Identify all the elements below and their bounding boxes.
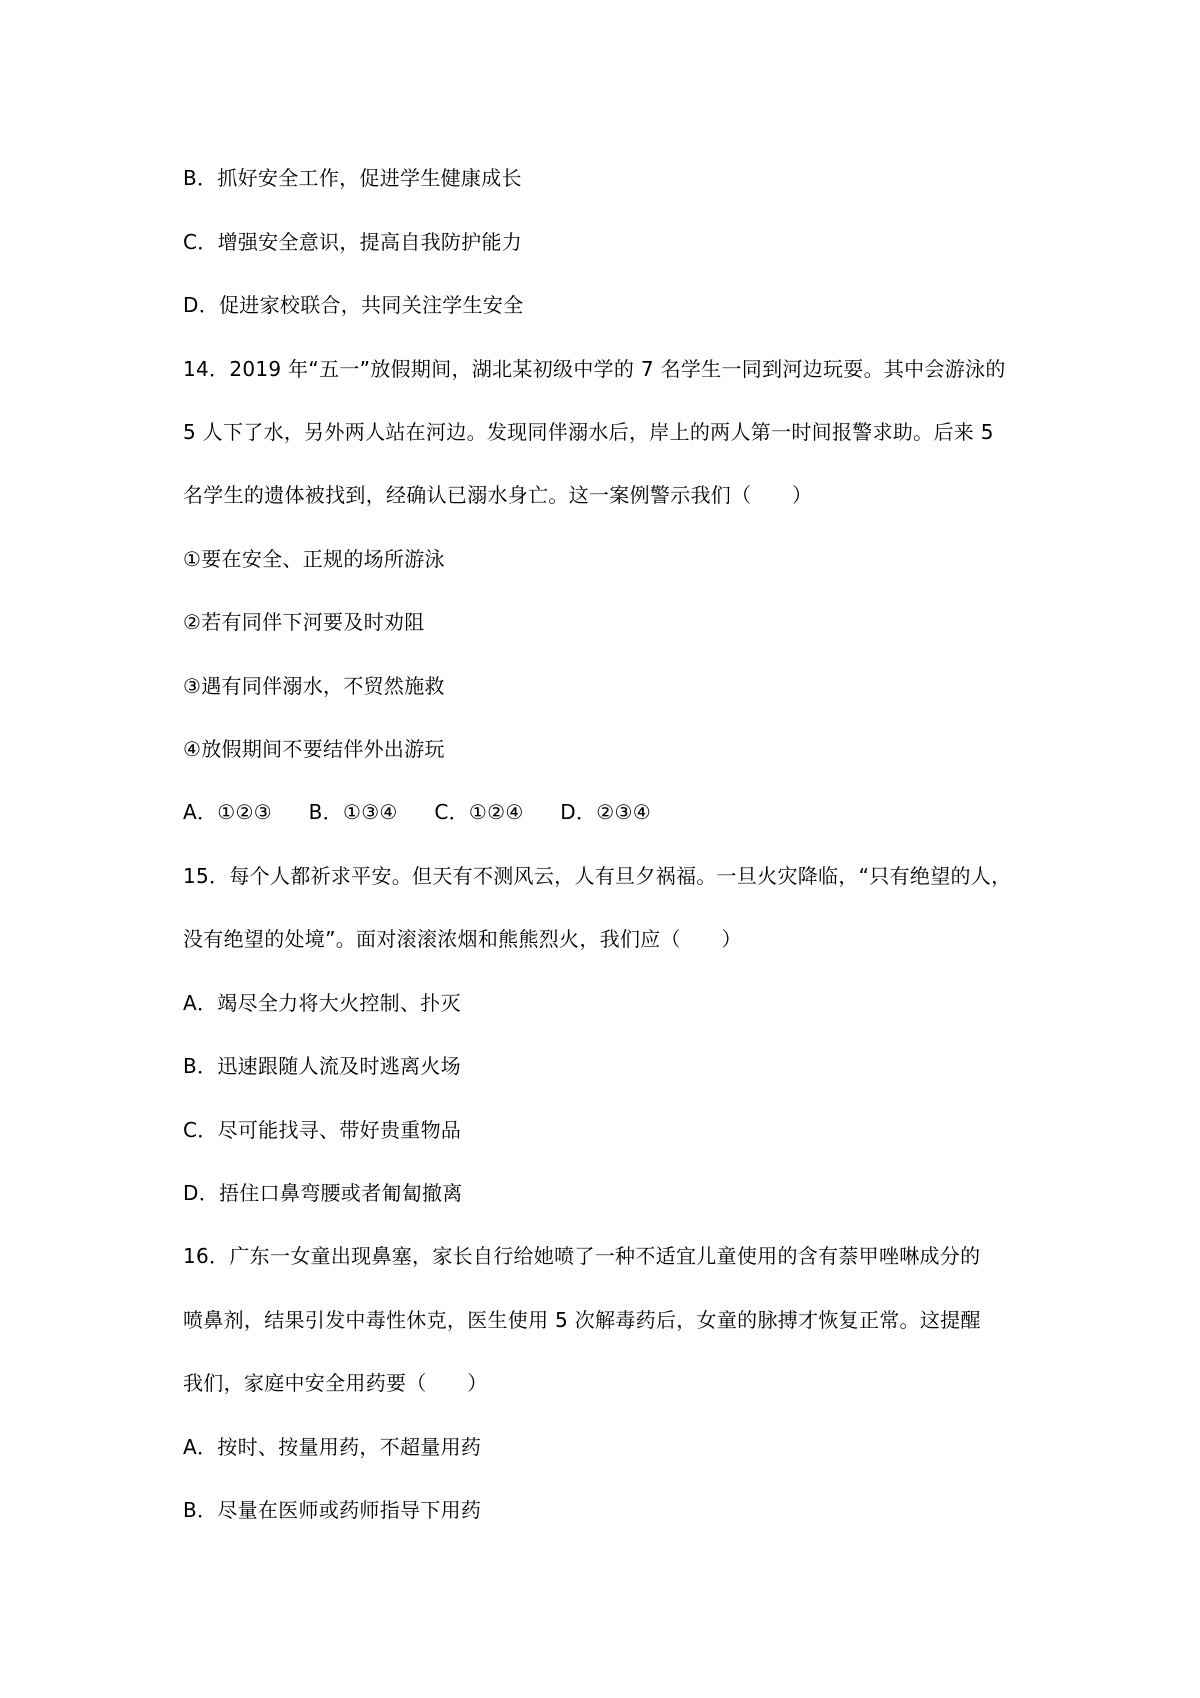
q14-option-b: B．①③④ <box>308 800 398 824</box>
q13-option-d: D．促进家校联合，共同关注学生安全 <box>183 293 524 317</box>
q14-statement-2: ②若有同伴下河要及时劝阻 <box>183 610 425 634</box>
q15-option-d: D．捂住口鼻弯腰或者匍匐撤离 <box>183 1181 463 1205</box>
q14-stem-line-1: 14．2019 年“五一”放假期间，湖北某初级中学的 7 名学生一同到河边玩耍。其中会游泳的 <box>183 357 1006 381</box>
q14-statement-4: ④放假期间不要结伴外出游玩 <box>183 737 445 761</box>
q14-stem-line-3: 名学生的遗体被找到，经确认已溺水身亡。这一案例警示我们（ ） <box>183 483 813 507</box>
q16-stem-line-1: 16．广东一女童出现鼻塞，家长自行给她喷了一种不适宜儿童使用的含有萘甲唑啉成分的 <box>183 1244 981 1268</box>
q14-option-a: A．①②③ <box>183 800 272 824</box>
q15-stem-line-1: 15．每个人都祈求平安。但天有不测风云，人有旦夕祸福。一旦火灾降临，“只有绝望的人， <box>183 864 1012 888</box>
q14-stem-line-2: 5 人下了水，另外两人站在河边。发现同伴溺水后，岸上的两人第一时间报警求助。后来 5 <box>183 420 994 444</box>
q14-option-d: D．②③④ <box>560 800 651 824</box>
q16-stem-line-3: 我们，家庭中安全用药要（ ） <box>183 1371 488 1395</box>
q16-stem-line-2: 喷鼻剂，结果引发中毒性休克，医生使用 5 次解毒药后，女童的脉搏才恢复正常。这提醒 <box>183 1308 981 1332</box>
q14-statement-3: ③遇有同伴溺水，不贸然施救 <box>183 674 445 698</box>
q15-option-a: A．竭尽全力将大火控制、扑灭 <box>183 991 461 1015</box>
q15-stem-line-2: 没有绝望的处境”。面对滚滚浓烟和熊熊烈火，我们应（ ） <box>183 927 742 951</box>
q15-option-b: B．迅速跟随人流及时逃离火场 <box>183 1054 461 1078</box>
q14-statement-1: ①要在安全、正规的场所游泳 <box>183 547 445 571</box>
q13-option-c: C．增强安全意识，提高自我防护能力 <box>183 230 523 254</box>
q14-option-c: C．①②④ <box>434 800 524 824</box>
q16-option-a: A．按时、按量用药，不超量用药 <box>183 1435 482 1459</box>
q15-option-c: C．尽可能找寻、带好贵重物品 <box>183 1118 462 1142</box>
q14-options <box>183 798 651 826</box>
q16-option-b: B．尽量在医师或药师指导下用药 <box>183 1498 482 1522</box>
q13-option-b: B．抓好安全工作，促进学生健康成长 <box>183 166 522 190</box>
